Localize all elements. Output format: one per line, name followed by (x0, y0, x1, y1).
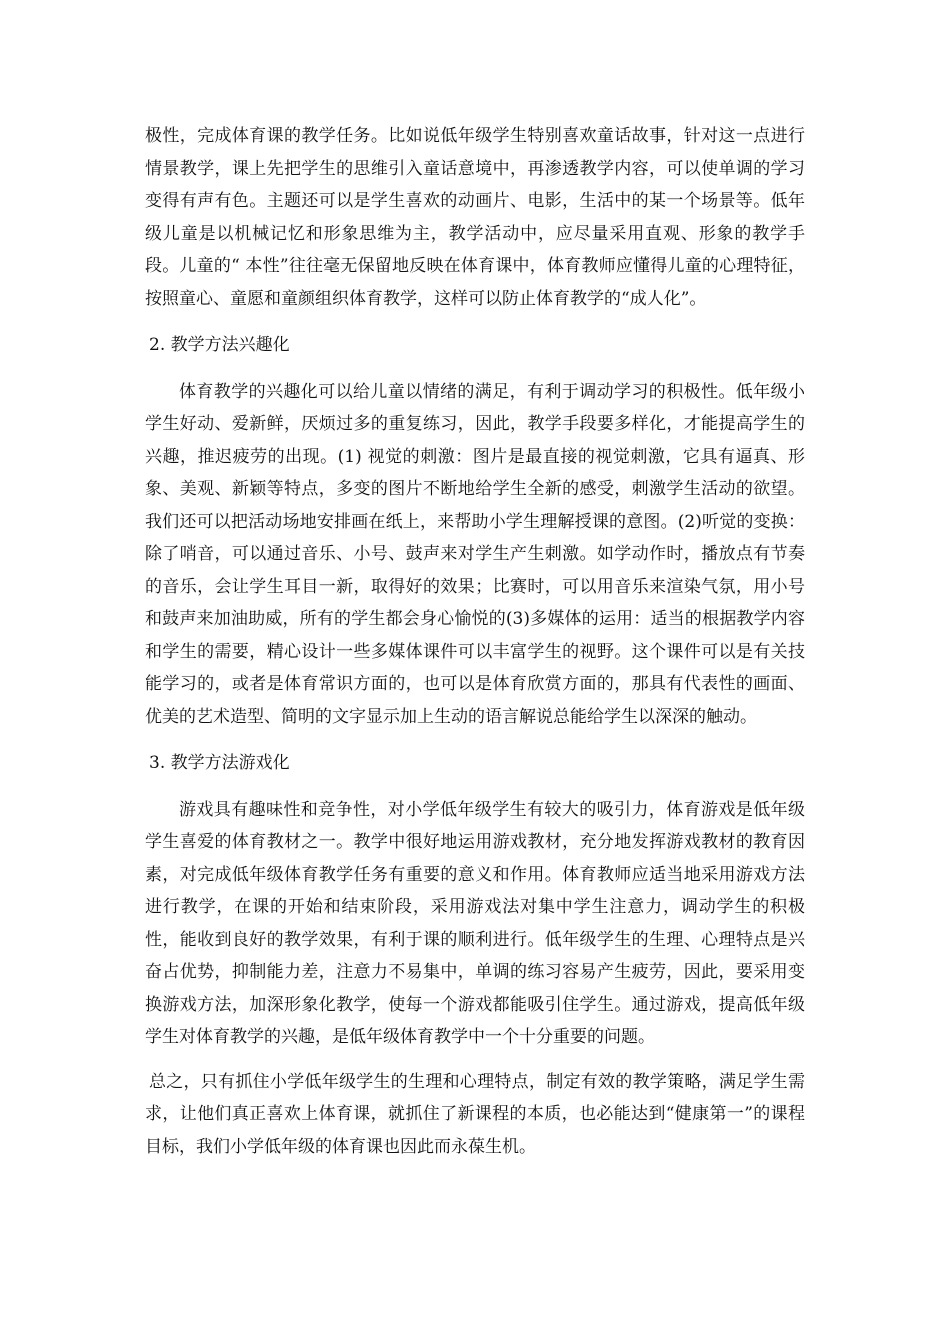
document-body (145, 120, 805, 1163)
conclusion-paragraph: 总之，只有抓住小学低年级学生的生理和心理特点，制定有效的教学策略，满足学生需求，让他们真正喜欢上体育课，就抓住了新课程的本质，也必能达到“健康第一”的课程目标，我们小学低年级的体育课也因此而永葆生机。 (145, 1071, 805, 1157)
section-3-paragraph: 游戏具有趣味性和竞争性，对小学低年级学生有较大的吸引力，体育游戏是低年级学生喜爱的体育教材之一。教学中很好地运用游戏教材，充分地发挥游戏教材的教育因素，对完成低年级体育教学任务有重要的意义和作用。体育教师应适当地采用游戏方法进行教学，在课的开始和结束阶段，采用游戏法对集中学生注意力，调动学生的积极性，能收到良好的教学效果，有利于课的顺利进行。低年级学生的生理、心理特点是兴奋占优势，抑制能力差，注意力不易集中，单调的练习容易产生疲劳，因此，要采用变换游戏方法，加深形象化教学，使每一个游戏都能吸引住学生。通过游戏，提高低年级学生对体育教学的兴趣，是低年级体育教学中一个十分重要的问题。 (145, 799, 805, 1047)
spacer (145, 362, 805, 376)
section-2-paragraph: 体育教学的兴趣化可以给儿童以情绪的满足，有利于调动学习的积极性。低年级小学生好动、爱新鲜，厌烦过多的重复练习，因此，教学手段要多样化，才能提高学生的兴趣，推迟疲劳的出现。(1) 视觉的刺激：图片是最直接的视觉刺激，它具有逼真、形象、美观、新颖等特点，多变的图片不断地给学生全新的感受，刺激学生活动的欲望。我们还可以把活动场地安排画在纸上，来帮助小学生理解授课的意图。(2)听觉的变换：除了哨音，可以通过音乐、小号、鼓声来对学生产生刺激。如学动作时，播放点有节奏的音乐，会让学生耳目一新，取得好的效果；比赛时，可以用音乐来渲染气氛，用小号和鼓声来加油助威，所有的学生都会身心愉悦的(3)多媒体的运用：适当的根据教学内容和学生的需要，精心设计一些多媒体课件可以丰富学生的视野。这个课件可以是有关技能学习的，或者是体育常识方面的，也可以是体育欣赏方面的，那具有代表性的画面、优美的艺术造型、简明的文字显示加上生动的语言解说总能给学生以深深的触动。 (145, 381, 805, 727)
spacer (145, 780, 805, 794)
spacer (145, 1054, 805, 1066)
section-3-heading: 3. 教学方法游戏化 (149, 753, 290, 773)
intro-paragraph: 极性，完成体育课的教学任务。比如说低年级学生特别喜欢童话故事，针对这一点进行情景教学，课上先把学生的思维引入童话意境中，再渗透教学内容，可以使单调的学习变得有声有色。主题还可以是学生喜欢的动画片、电影，生活中的某一个场景等。低年级儿童是以机械记忆和形象思维为主，教学活动中，应尽量采用直观、形象的教学手段。儿童的“ 本性”往往毫无保留地反映在体育课中，体育教师应懂得儿童的心理特征，按照童心、童愿和童颜组织体育教学，这样可以防止体育教学的“成人化”。 (145, 126, 805, 309)
spacer (145, 315, 805, 329)
spacer (145, 733, 805, 747)
section-2-heading: 2. 教学方法兴趣化 (149, 335, 290, 355)
